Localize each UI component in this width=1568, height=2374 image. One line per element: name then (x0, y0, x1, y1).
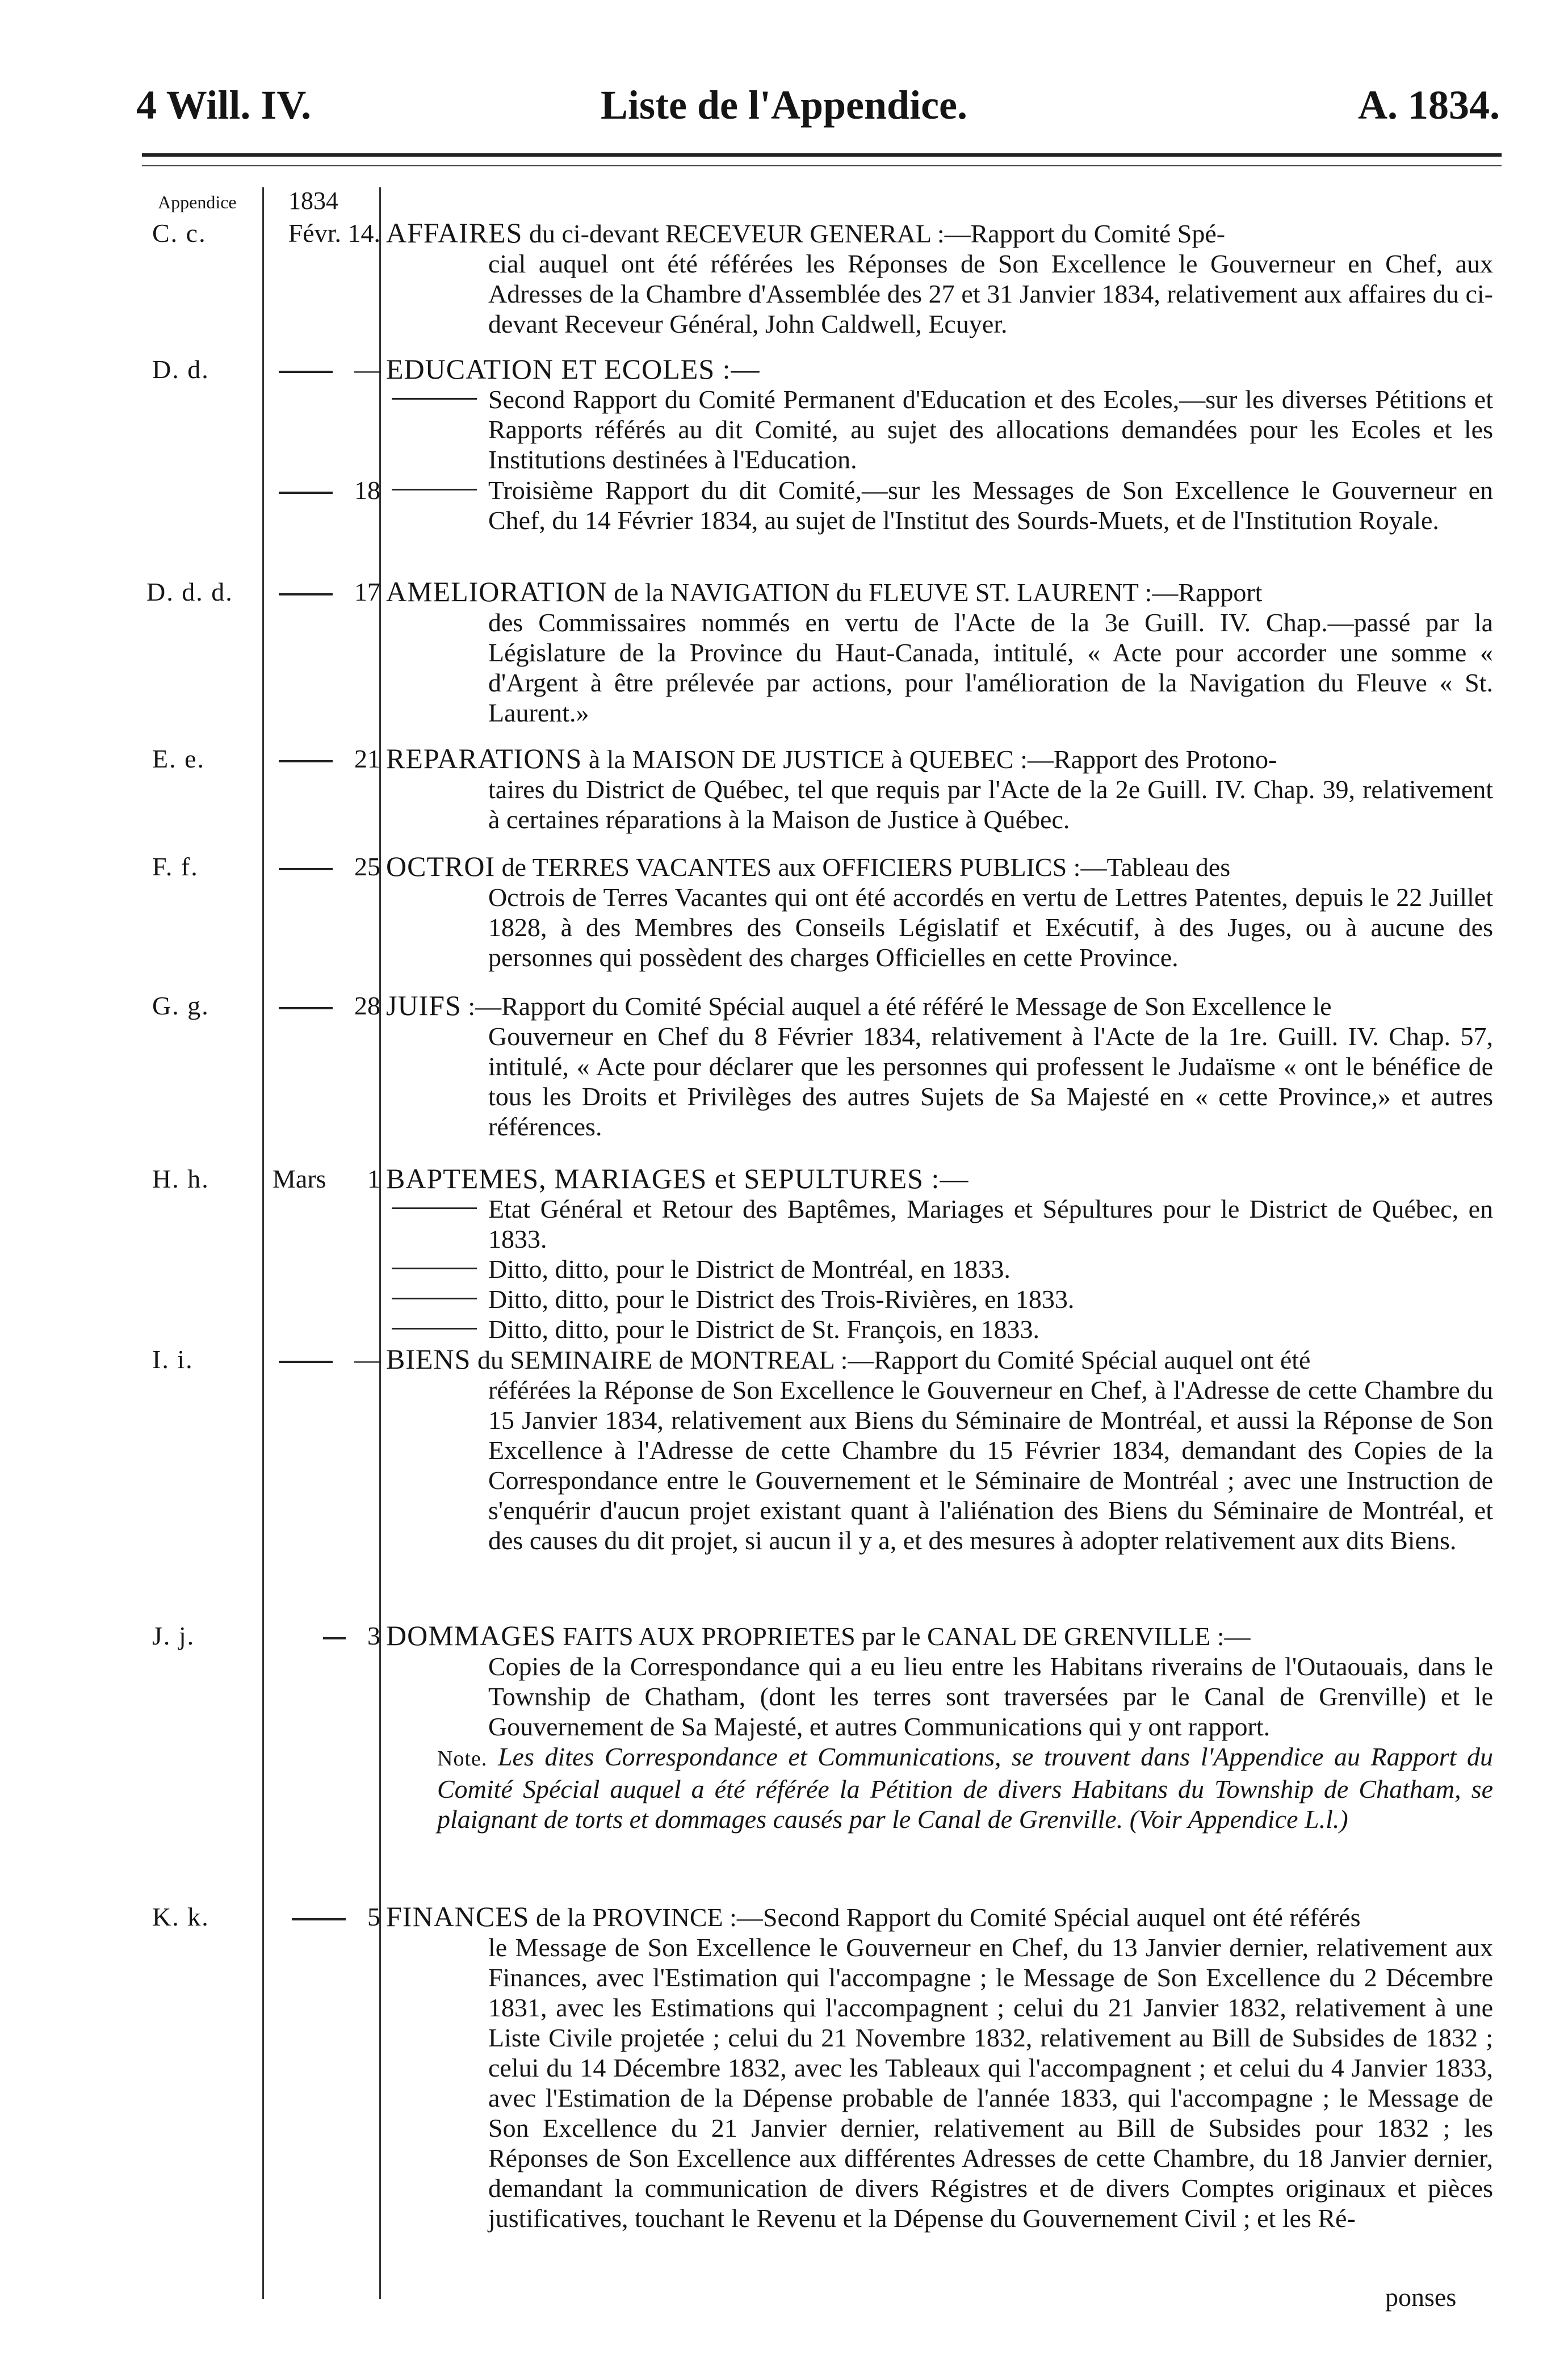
entry-text-first: de la NAVIGATION du FLEUVE ST. LAURENT :—Rapport (607, 578, 1263, 607)
entry-date: 25 (267, 852, 380, 882)
entry-title: AFFAIRES (386, 217, 523, 249)
entry-title: JUIFS (386, 989, 462, 1021)
entry-title: BIENS (386, 1343, 471, 1375)
entry-title: OCTROI (386, 850, 496, 882)
appendix-reference: D. d. d. (146, 577, 233, 606)
sub-entry: Troisième Rapport du dit Comité,—sur les Messages de Son Excellence le Gouverneur en Chef, du 14 Février 1834, au sujet de l'Institut des Sourds-Muets, et de l'Institution Royale. (386, 475, 1493, 535)
entry-body (386, 744, 1493, 834)
entry-text-first: :—Rapport du Comité Spécial auquel a été référé le Message de Son Excellence le (461, 992, 1332, 1021)
appendix-reference: K. k. (152, 1902, 209, 1931)
sub-entry: Second Rapport du Comité Permanent d'Education et des Ecoles,—sur les diverses Pétitions et Rapports référés au dit Comité, au sujet des allocations demandées pour les Ecoles et les Institutions destinées à l'Education. (386, 384, 1493, 475)
header-regnal-year: 4 Will. IV. (136, 82, 312, 128)
entry-date: — (267, 354, 380, 384)
entry-text: des Commissaires nommés en vertu de l'Acte de la 3e Guill. IV. Chap.—passé par la Législature de la Province du Haut-Canada, intitulé, « Acte pour accorder une somme « d'Argent à être prélevée par actions, pour l'amélioration de la Navigation du Fleuve « St. Laurent.» (488, 608, 1493, 727)
entry-body (386, 354, 1493, 475)
entry-text: taires du District de Québec, tel que requis par l'Acte de la 2e Guill. IV. Chap. 39, relativement à certaines réparations à la Maison de Justice à Québec. (488, 775, 1493, 834)
running-header (0, 74, 1568, 136)
header-year: A. 1834. (1358, 82, 1500, 128)
sub-entry: Ditto, ditto, pour le District de Montréal, en 1833. (386, 1254, 1493, 1284)
appendix-reference: F. f. (152, 852, 199, 881)
entry-text-first: de TERRES VACANTES aux OFFICIERS PUBLICS :—Tableau des (495, 853, 1231, 882)
entry-text-first: FAITS AUX PROPRIETES par le CANAL DE GRENVILLE :— (556, 1622, 1251, 1651)
sub-entry: Ditto, ditto, pour le District de St. François, en 1833. (386, 1314, 1493, 1344)
appendix-reference: H. h. (152, 1164, 209, 1193)
column-head-year: 1834 (288, 187, 338, 215)
entry-text-first: du SEMINAIRE de MONTREAL :—Rapport du Comité Spécial auquel ont été (471, 1345, 1311, 1374)
header-title: Liste de l'Appendice. (600, 82, 968, 128)
entry-date: Févr. 14. (288, 219, 380, 248)
note-label: Note. (437, 1747, 488, 1771)
entry-date: 28 (267, 991, 380, 1021)
column-head-appendice: Appendice (158, 192, 237, 212)
appendix-reference: I. i. (152, 1345, 194, 1374)
entry-month: Mars (272, 1164, 326, 1193)
entry-body (386, 991, 1493, 1142)
appendix-reference: J. j. (152, 1621, 195, 1650)
sub-entry: Etat Général et Retour des Baptêmes, Mariages et Sépultures pour le District de Québec, en 1833. (386, 1194, 1493, 1254)
appendix-reference: C. c. (152, 219, 207, 248)
entry-body (386, 1621, 1493, 1834)
entry-text: Copies de la Correspondance qui a eu lieu entre les Habitans riverains de l'Outaouais, dans le Township de Chatham, (dont les terres sont traversées par le Canal de Grenville) et le Gouvernement de Sa Majesté, et autres Communications qui y ont rapport. (488, 1652, 1493, 1741)
entry-title: BAPTEMES, MARIAGES et SEPULTURES :— (386, 1163, 969, 1194)
appendix-reference: D. d. (152, 355, 209, 384)
entry-title: FINANCES (386, 1901, 530, 1932)
entry-text: référées la Réponse de Son Excellence le Gouverneur en Chef, à l'Adresse de cette Chambre du 15 Janvier 1834, relativement aux Biens du Séminaire de Montréal, et aussi la Réponse de Son Excellence à l'Adresse de cette Chambre du 15 Février 1834, demandant des Copies de la Correspondance entre le Gouvernement et le Séminaire de Montréal ; avec une Instruction de s'enquérir d'aucun projet existant quant à l'aliénation des Biens du Séminaire de Montréal, et des causes du dit projet, si aucun il y a, et des mesures à adopter relativement aux dits Biens. (488, 1375, 1493, 1555)
entry-text: le Message de Son Excellence le Gouverneur en Chef, du 13 Janvier dernier, relativement aux Finances, avec l'Estimation qui l'accompagne ; le Message de Son Excellence du 2 Décembre 1831, avec les Estimations qui l'accompagnent ; celui du 21 Janvier 1832, relativement à une Liste Civile projetée ; celui du 21 Novembre 1832, relativement au Bill de Subsides de 1832 ; celui du 14 Décembre 1832, avec les Tableaux qui l'accompagnent ; et celui du 4 Janvier 1833, avec l'Estimation de la Dépense probable de l'année 1833, qui l'accompagne ; le Message de Son Excellence du 21 Janvier dernier, relativement au Bill de Subsides pour 1832 ; les Réponses de Son Excellence aux différentes Adresses de cette Chambre, du 18 Janvier dernier, demandant la communication de divers Régistres et de divers Comptes originaux et pièces justificatives, touchant le Revenu et la Dépense du Gouvernement Civil ; et les Ré- (488, 1933, 1493, 2233)
header-rule-thick (142, 153, 1502, 157)
catchword: ponses (1385, 2283, 1457, 2312)
column-rule-left (262, 187, 264, 2299)
note-text: Les dites Correspondance et Communications, se trouvent dans l'Appendice au Rapport du Comité Spécial auquel a été référée la Pétition de divers Habitans du Township de Chatham, se plaignant de torts et dommages causés par le Canal de Grenville. (437, 1742, 1493, 1834)
entry-date: 3 (267, 1621, 380, 1651)
entry-title: AMELIORATION (386, 576, 607, 607)
note-reference: (Voir Appendice L.l.) (1129, 1805, 1348, 1834)
entry-date: 21 (267, 744, 380, 774)
entry-body (386, 218, 1493, 339)
entry-body (386, 577, 1493, 728)
entry-text: Gouverneur en Chef du 8 Février 1834, relativement à l'Acte de la 1re. Guill. IV. Chap. 57, intitulé, « Acte pour déclarer que les personnes qui professent le Judaïsme « ont le bénéfice de tous les Droits et Privilèges des autres Sujets de Sa Majesté en « cette Province,» et autres références. (488, 1022, 1493, 1141)
entry-date: — (267, 1344, 380, 1374)
entry-title: DOMMAGES (386, 1620, 556, 1651)
entry-text-first: du ci-devant RECEVEUR GENERAL :—Rapport du Comité Spé- (522, 219, 1226, 248)
entry-date: 1 (367, 1164, 380, 1193)
entry-date: 5 (267, 1902, 380, 1932)
entry-body (386, 1902, 1493, 2233)
entry-body (386, 852, 1493, 972)
entry-title: REPARATIONS (386, 743, 582, 774)
entry-note (386, 1742, 1493, 1834)
entry-text: Octrois de Terres Vacantes qui ont été accordés en vertu de Lettres Patentes, depuis le 22 Juillet 1828, à des Membres des Conseils Législatif et Exécutif, à des Juges, ou à aucune des personnes qui possèdent des charges Officielles en cette Province. (488, 883, 1493, 972)
appendix-reference: E. e. (152, 744, 206, 773)
entry-date: 18 (267, 475, 380, 505)
entry-body (386, 1164, 1493, 1344)
sub-entry: Ditto, ditto, pour le District des Trois-Rivières, en 1833. (386, 1284, 1493, 1314)
entry-text-first: de la PROVINCE :—Second Rapport du Comité Spécial auquel ont été référés (529, 1903, 1361, 1932)
entry-title: EDUCATION ET ECOLES :— (386, 353, 760, 385)
entry-text: cial auquel ont été référées les Réponses de Son Excellence le Gouverneur en Chef, aux Adresses de la Chambre d'Assemblée des 27 et 31 Janvier 1834, relativement aux affaires du ci-devant Receveur Général, John Caldwell, Ecuyer. (488, 249, 1493, 338)
header-rule-thin (142, 165, 1502, 166)
appendix-reference: G. g. (152, 991, 209, 1020)
entry-text-first: à la MAISON DE JUSTICE à QUEBEC :—Rapport des Protono- (582, 745, 1277, 774)
entry-body (386, 475, 1493, 535)
entry-date: 17 (267, 577, 380, 607)
entry-body (386, 1344, 1493, 1555)
